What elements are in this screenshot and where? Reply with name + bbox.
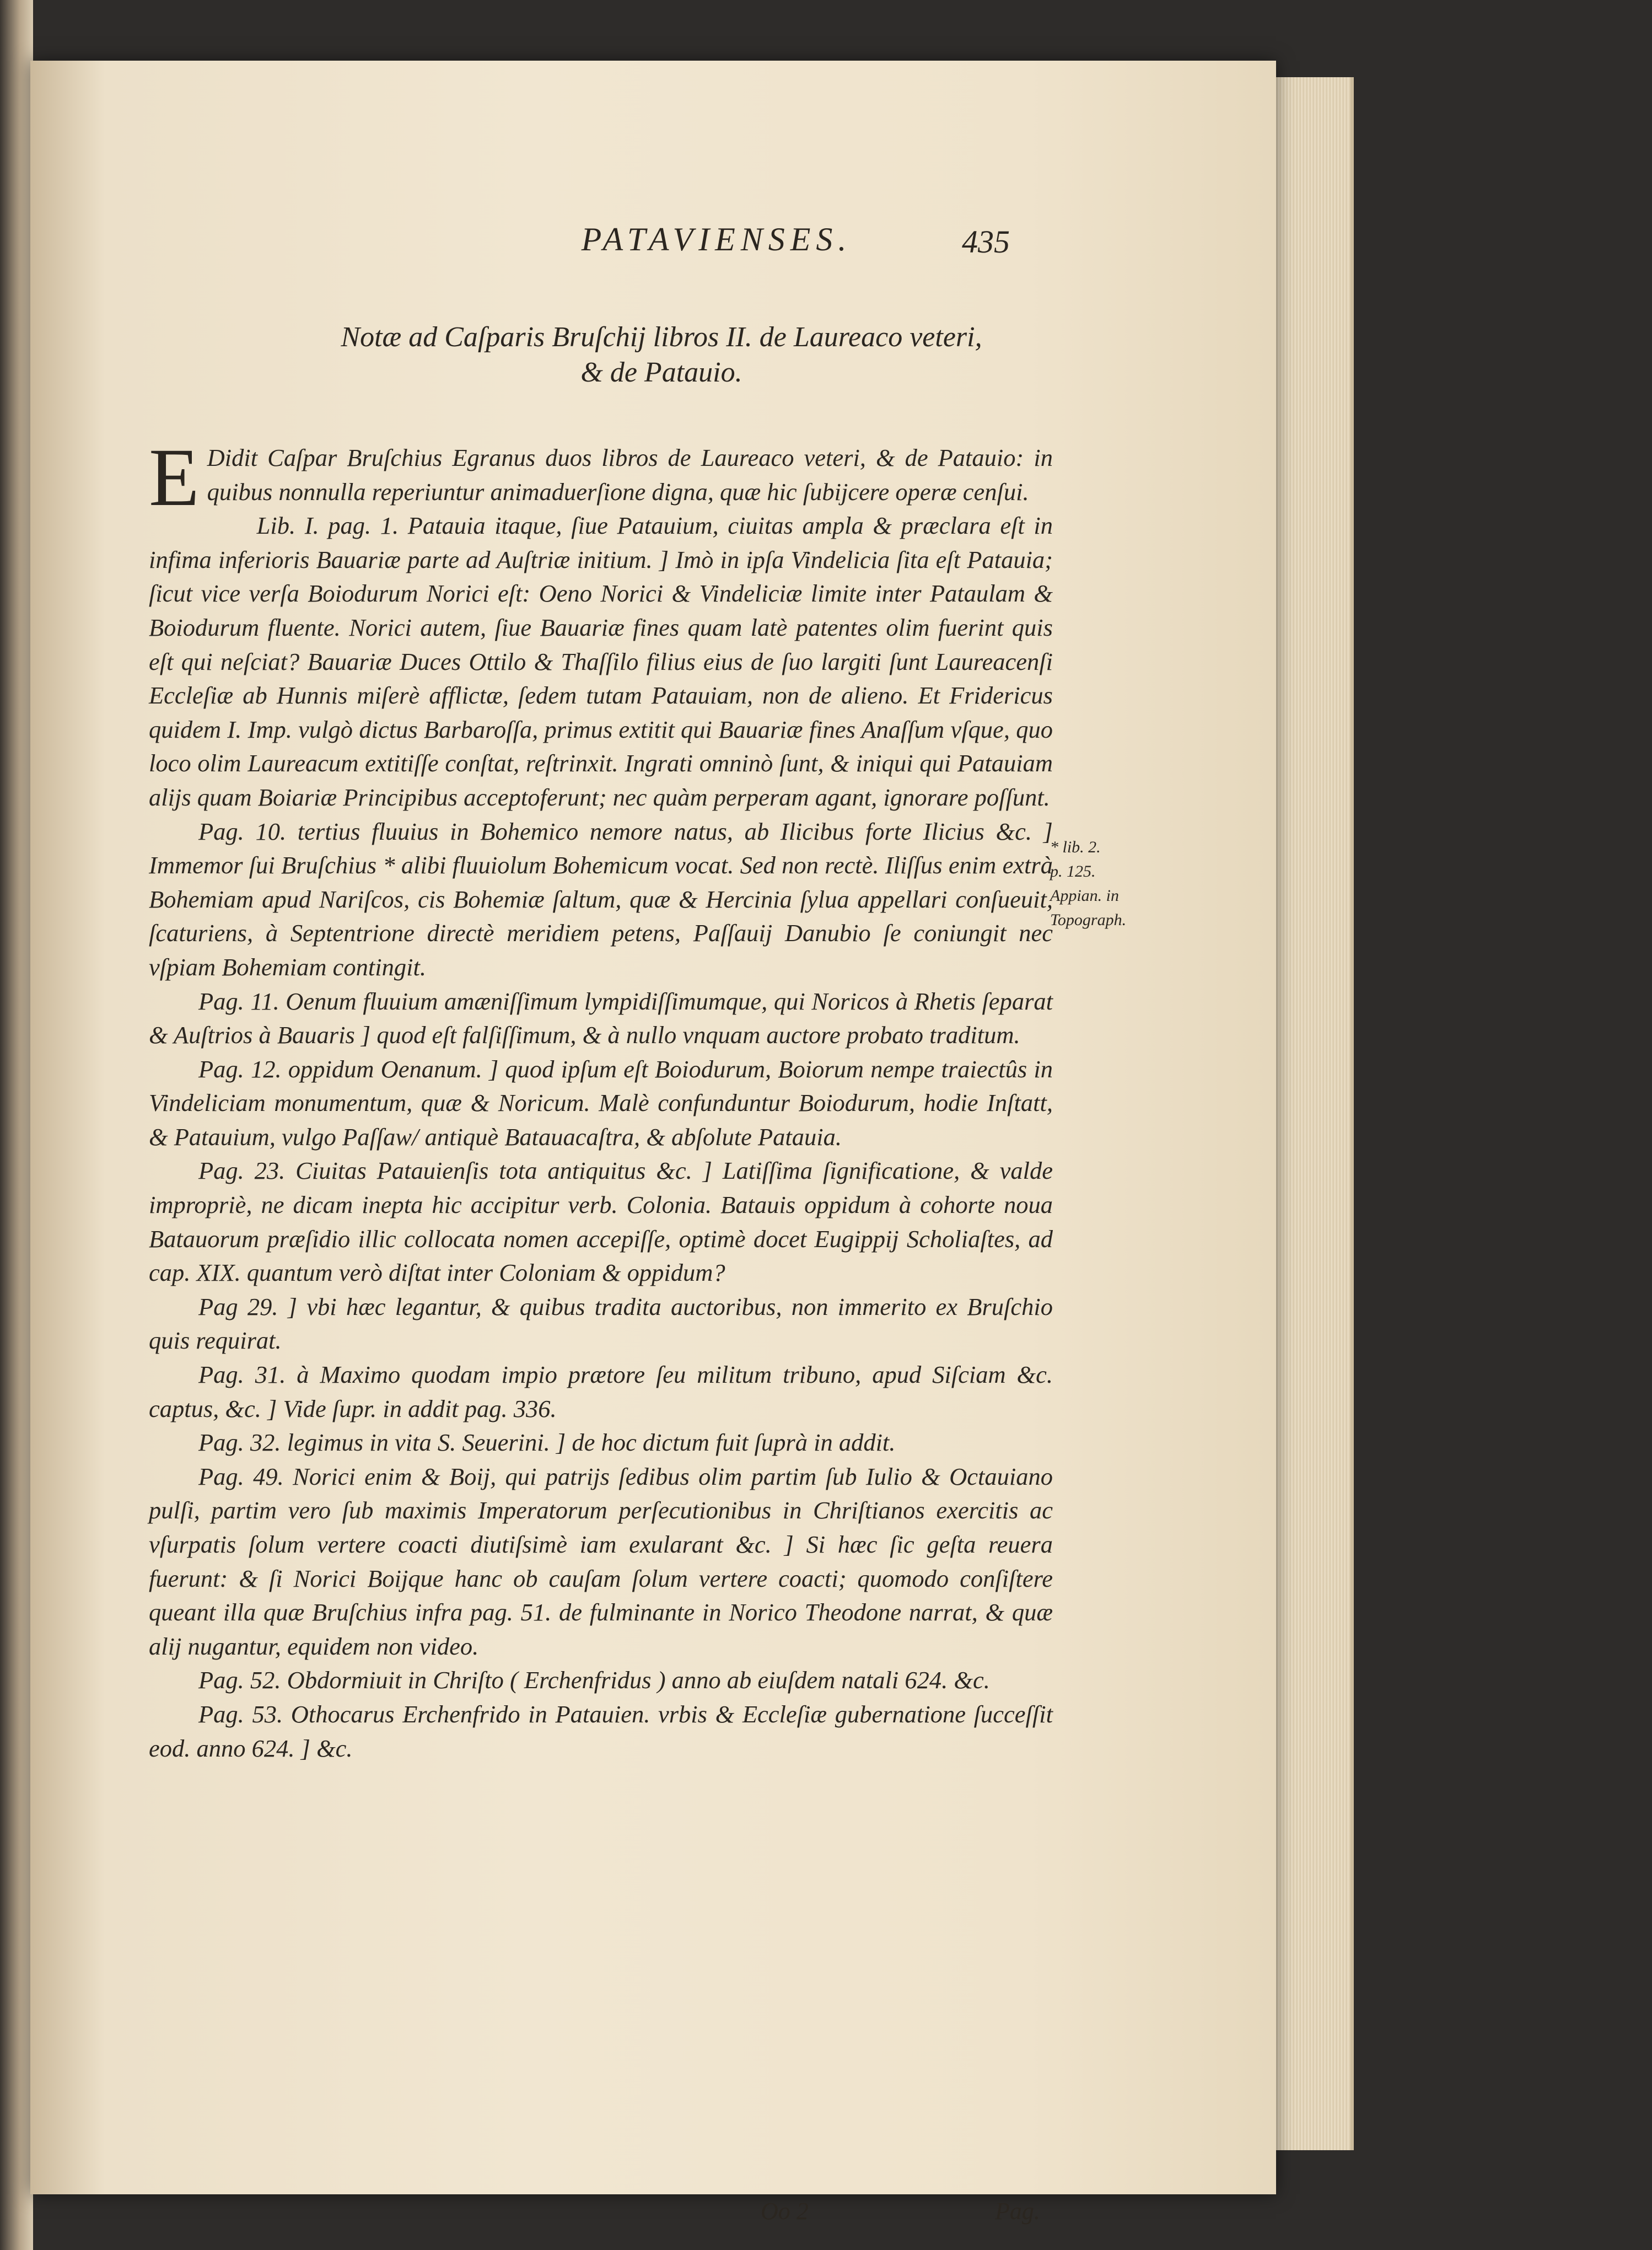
marginal-line: Appian. in (1050, 887, 1119, 905)
paragraph: Pag. 23. Ciuitas Patauienſis tota antiquitus &c. ] Latiſſima ſignificatione, & valde impropriè, ne dicam inepta hic accipitur verb. Colonia. Batauis oppidum à cohorte noua Batauorum præſidio illic collocata nomen accepiſſe, optimè docet Eugippij Scholiaſtes, ad cap. XIX. quantum verò diſtat inter Coloniam & oppidum? (149, 1157, 1053, 1287)
drop-capital: E (149, 432, 200, 523)
section-title (243, 320, 1080, 390)
paragraph: Pag. 11. Oenum fluuium amæniſſimum lympidiſſimumque, qui Noricos à Rhetis ſeparat & Auſtrios à Bauaris ] quod eſt falſiſſimum, & à nullo vnquam auctore probato traditum. (149, 987, 1053, 1049)
body-text (149, 432, 1053, 1765)
marginal-line: * lib. 2. (1050, 838, 1101, 856)
signature-mark: Oo 2 (761, 2198, 809, 2225)
book-cover-edge (0, 0, 33, 2250)
page-number: 435 (962, 224, 1010, 260)
paragraph: Pag 29. ] vbi hæc legantur, & quibus tradita auctoribus, non immerito ex Bruſchio quis requirat. (149, 1292, 1053, 1355)
paragraph: Pag. 52. Obdormiuit in Chriſto ( Erchenfridus ) anno ab eiuſdem natali 624. &c. (198, 1666, 990, 1694)
title-line-2: & de Patauio. (580, 357, 742, 388)
paragraph: Pag. 53. Othocarus Erchenfrido in Patauien. vrbis & Eccleſiæ gubernatione ſucceſſit eod. anno 624. ] &c. (149, 1700, 1053, 1762)
paragraph: Pag. 31. à Maximo quodam impio prætore ſeu militum tribuno, apud Siſciam &c. captus, &c. ] Vide ſupr. in addit pag. 336. (149, 1361, 1053, 1422)
paragraph: Pag. 32. legimus in vita S. Seuerini. ] de hoc dictum fuit ſuprà in addit. (198, 1429, 896, 1457)
paragraph: Pag. 49. Norici enim & Boij, qui patrijs ſedibus olim partim ſub Iulio & Octauiano pulſi, partim vero ſub maximis Imperatorum perſecutionibus in Chriſtianos exercitis ac vſurpatis ſolum vertere coacti diutiſsimè iam exularant &c. ] Si hæc ſic geſta reuera fuerunt: & ſi Norici Boijque hanc ob cauſam ſolum vertere coacti; quomodo conſiſtere queant illa quæ Bruſchius infra pag. 51. de fulminante in Norico Theodone narrat, & quæ alij nugantur, equidem non video. (149, 1462, 1053, 1660)
paragraph: Pag. 12. oppidum Oenanum. ] quod ipſum eſt Boiodurum, Boiorum nempe traiectûs in Vindeliciam monumentum, quæ & Noricum. Malè confunduntur Boiodurum, hodie Inſtatt, & Patauium, vulgo Paſſaw/ antiquè Batauacaſtra, & abſolute Patauia. (149, 1055, 1053, 1151)
title-line-1: Notæ ad Caſparis Bruſchij libros II. de Laureaco veteri, (341, 321, 982, 353)
catchword: Pag. (995, 2198, 1040, 2225)
marginal-line: Topograph. (1050, 911, 1127, 929)
paragraph: Lib. I. pag. 1. Patauia itaque, ſiue Patauium, ciuitas ampla & præclara eſt in infima inferioris Bauariæ parte ad Auſtriæ initium. ] Imò in ipſa Vindelicia ſita eſt Patauia; ſicut vice verſa Boiodurum Norici eſt: Oeno Norici & Vindeliciæ limite inter Pataulam & Boiodurum fluente. Norici autem, ſiue Bauariæ fines quam latè patentes olim fuerint quis eſt qui neſciat? Bauariæ Duces Ottilo & Thaſſilo filius eius de ſuo largiti ſunt Laureacenſi Eccleſiæ ab Hunnis miſerè afflictæ, ſedem tutam Patauiam, non de alieno. Et Fridericus quidem I. Imp. vulgò dictus Barbaroſſa, primus extitit qui Bauariæ fines Anaſſum vſque, quo loco olim Laureacum extitiſſe conſtat, reſtrinxit. Ingrati omninò ſunt, & iniqui qui Patauiam alijs quam Boiariæ Principibus acceptoferunt; nec quàm perperam agant, ignorare poſſunt. (149, 512, 1053, 811)
paragraph: E Didit Caſpar Bruſchius Egranus duos libros de Laureaco veteri, & de Patauio: in quibus nonnulla reperiuntur animaduerſione digna, quæ hic ſubijcere operæ cenſui. (149, 432, 1053, 523)
marginal-line: p. 125. (1050, 862, 1096, 880)
marginal-note (1050, 835, 1155, 932)
running-head: PATAVIENSES. (581, 221, 852, 257)
paragraph: Pag. 10. tertius fluuius in Bohemico nemore natus, ab Ilicibus forte Ilicius &c. ] Immemor ſui Bruſchius * alibi fluuiolum Bohemicum vocat. Sed non rectè. Iliſſus enim extrà Bohemiam apud Nariſcos, cis Bohemiæ ſaltum, quæ & Hercinia ſylua appellari conſueuit, ſcaturiens, à Septentrione directè meridiem petens, Paſſauij Danubio ſe coniungit nec vſpiam Bohemiam contingit. (149, 817, 1053, 981)
